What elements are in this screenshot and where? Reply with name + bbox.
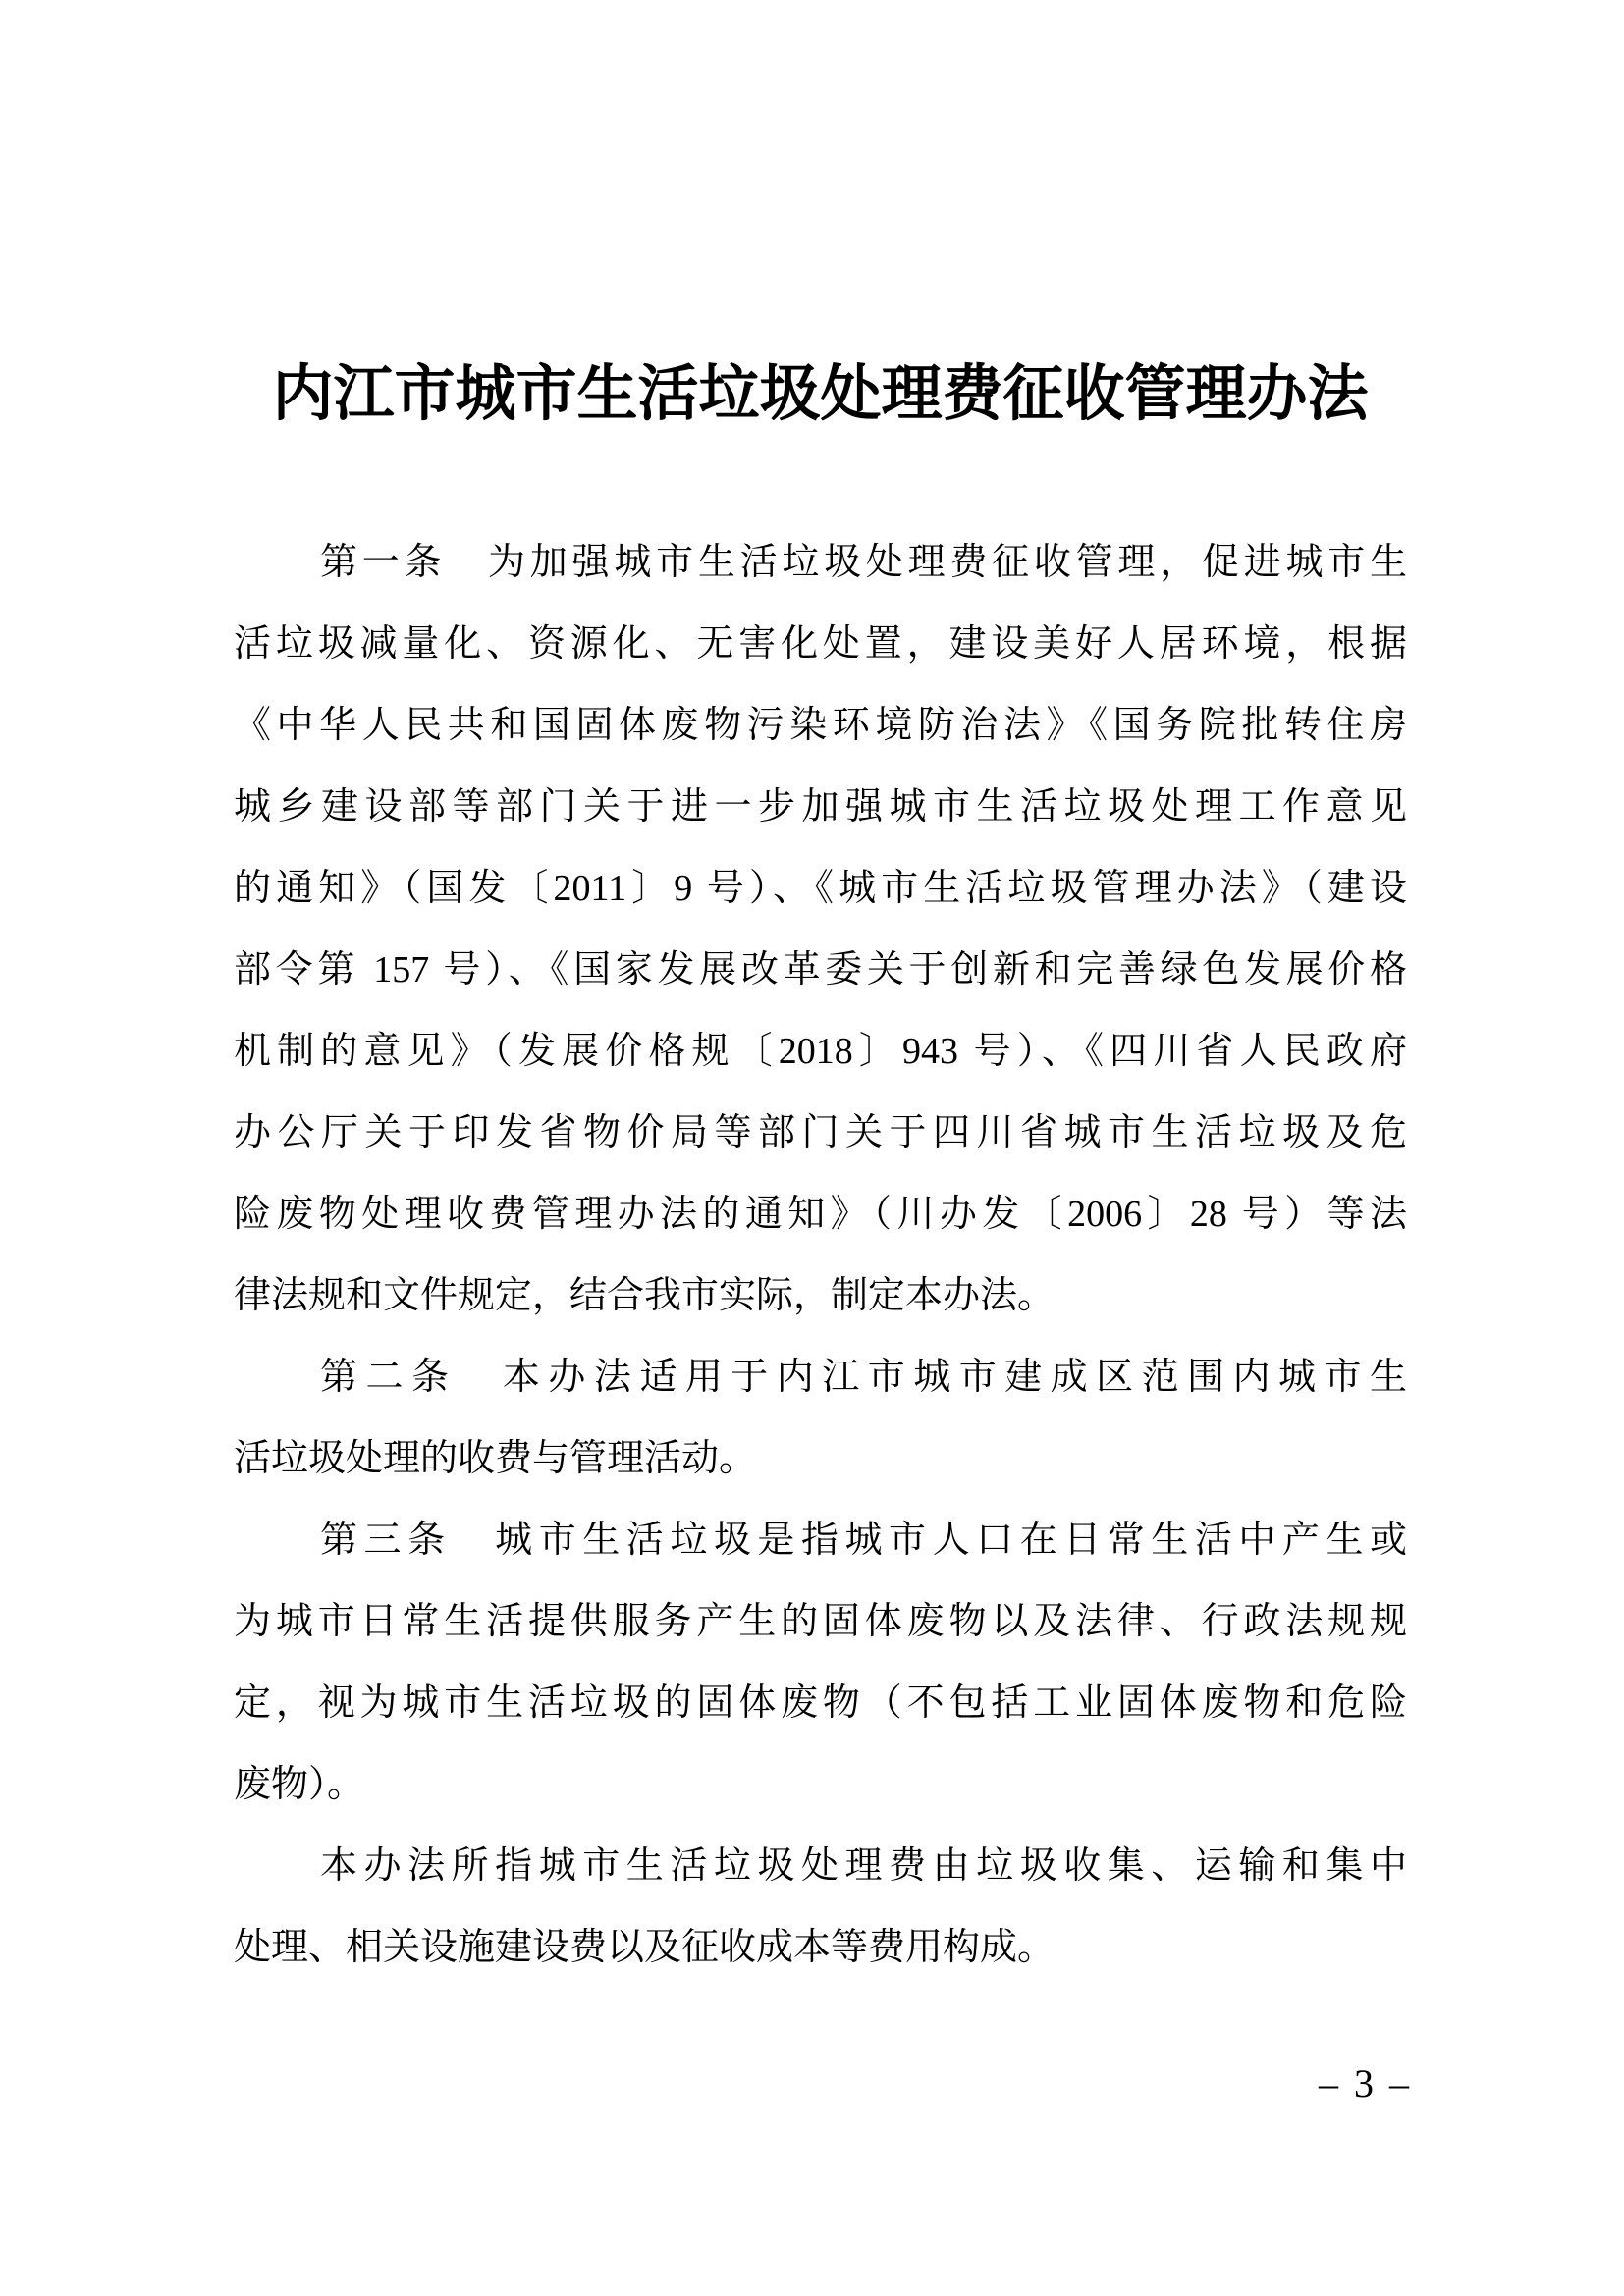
body-line: 为城市日常生活提供服务产生的固体废物以及法律、行政法规规 — [234, 1601, 1407, 1642]
document-title: 内江市城市生活垃圾处理费征收管理办法 — [272, 360, 1369, 428]
body-line: 险废物处理收费管理办法的通知》（川办发〔2006〕28 号）等法 — [234, 1194, 1407, 1235]
body-line: 《中华人民共和国固体废物污染环境防治法》《国务院批转住房 — [234, 705, 1407, 746]
body-line: 活垃圾减量化、资源化、无害化处置，建设美好人居环境，根据 — [234, 623, 1407, 665]
body-line: 的通知》（国发〔2011〕9 号）、《城市生活垃圾管理办法》（建设 — [234, 868, 1407, 909]
body-line: 城乡建设部等部门关于进一步加强城市生活垃圾处理工作意见 — [234, 786, 1407, 828]
body-line: 第二条 本办法适用于内江市城市建成区范围内城市生 — [320, 1357, 1407, 1398]
body-line: 办公厅关于印发省物价局等部门关于四川省城市生活垃圾及危 — [234, 1112, 1407, 1153]
body-line: 第三条 城市生活垃圾是指城市人口在日常生活中产生或 — [320, 1520, 1407, 1561]
body-line: 机制的意见》（发展价格规〔2018〕943 号）、《四川省人民政府 — [234, 1031, 1407, 1072]
body-line: 律法规和文件规定，结合我市实际，制定本办法。 — [234, 1275, 1056, 1316]
body-line: 部令第 157 号）、《国家发展改革委关于创新和完善绿色发展价格 — [234, 949, 1407, 990]
body-line: 第一条 为加强城市生活垃圾处理费征收管理，促进城市生 — [320, 542, 1407, 583]
body-line: 处理、相关设施建设费以及征收成本等费用构成。 — [234, 1927, 1056, 1968]
page-number: – 3 – — [1319, 2061, 1412, 2106]
document-body — [234, 522, 1407, 1989]
body-line: 定，视为城市生活垃圾的固体废物（不包括工业固体废物和危险 — [234, 1682, 1407, 1724]
body-line: 废物）。 — [234, 1764, 365, 1805]
body-line: 活垃圾处理的收费与管理活动。 — [234, 1438, 757, 1479]
body-line: 本办法所指城市生活垃圾处理费由垃圾收集、运输和集中 — [320, 1845, 1407, 1887]
